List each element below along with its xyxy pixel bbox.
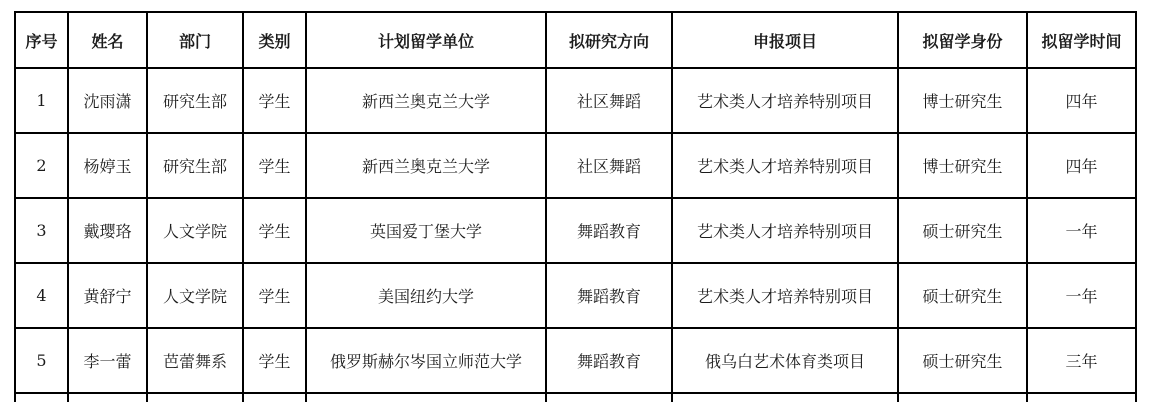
- cell-status: 博士研究生: [898, 68, 1027, 133]
- cell-name: 沈雨潇: [68, 68, 147, 133]
- cell-duration: 四年: [1027, 68, 1136, 133]
- cell-index: 4: [15, 263, 68, 328]
- cell-category: 学生: [243, 263, 306, 328]
- cell-index: 5: [15, 328, 68, 393]
- cell-department: 研究生部: [147, 133, 243, 198]
- column-header-index: 序号: [15, 12, 68, 68]
- header-row: [15, 12, 1136, 68]
- cell-department: 人文学院: [147, 198, 243, 263]
- cell-institution: 新西兰奥克兰大学: [306, 68, 546, 133]
- cell-institution: 美国纽约大学: [306, 263, 546, 328]
- study-abroad-table: [14, 11, 1137, 402]
- cell-status: 博士研究生: [898, 133, 1027, 198]
- cell-project: 艺术类人才培养特别项目: [672, 198, 898, 263]
- cell-index: 3: [15, 198, 68, 263]
- cell-index: 1: [15, 68, 68, 133]
- cell-duration: 四年: [1027, 133, 1136, 198]
- cell-institution: 英国爱丁堡大学: [306, 198, 546, 263]
- cell-category: 学生: [243, 328, 306, 393]
- cell-research-direction: 舞蹈教育: [546, 263, 672, 328]
- cell-name: 戴璎珞: [68, 198, 147, 263]
- column-header-duration: 拟留学时间: [1027, 12, 1136, 68]
- cell-duration: 三年: [1027, 328, 1136, 393]
- cell-department: 研究生部: [147, 68, 243, 133]
- cell-status: 硕士研究生: [898, 328, 1027, 393]
- cell-index: 2: [15, 133, 68, 198]
- cell-project: 艺术类人才培养特别项目: [672, 133, 898, 198]
- cell-category: 学生: [243, 68, 306, 133]
- cell-project: 艺术类人才培养特别项目: [672, 263, 898, 328]
- cell-name: 杨婷玉: [68, 133, 147, 198]
- column-header-institution: 计划留学单位: [306, 12, 546, 68]
- table-row-partial: [15, 393, 1136, 402]
- cell-duration: 一年: [1027, 198, 1136, 263]
- table-row: [15, 133, 1136, 198]
- table-row: [15, 263, 1136, 328]
- column-header-project: 申报项目: [672, 12, 898, 68]
- column-header-research-direction: 拟研究方向: [546, 12, 672, 68]
- column-header-category: 类别: [243, 12, 306, 68]
- cell-department: 人文学院: [147, 263, 243, 328]
- cell-project: 艺术类人才培养特别项目: [672, 68, 898, 133]
- table-row: [15, 328, 1136, 393]
- cell-research-direction: 舞蹈教育: [546, 198, 672, 263]
- table-row: [15, 68, 1136, 133]
- cell-status: 硕士研究生: [898, 198, 1027, 263]
- cell-name: 李一蕾: [68, 328, 147, 393]
- table-row: [15, 198, 1136, 263]
- cell-name: 黄舒宁: [68, 263, 147, 328]
- cell-duration: 一年: [1027, 263, 1136, 328]
- column-header-department: 部门: [147, 12, 243, 68]
- cell-category: 学生: [243, 198, 306, 263]
- cell-research-direction: 舞蹈教育: [546, 328, 672, 393]
- cell-status: 硕士研究生: [898, 263, 1027, 328]
- cell-category: 学生: [243, 133, 306, 198]
- column-header-status: 拟留学身份: [898, 12, 1027, 68]
- cell-research-direction: 社区舞蹈: [546, 133, 672, 198]
- cell-institution: 俄罗斯赫尔岑国立师范大学: [306, 328, 546, 393]
- cell-department: 芭蕾舞系: [147, 328, 243, 393]
- column-header-name: 姓名: [68, 12, 147, 68]
- cell-project: 俄乌白艺术体育类项目: [672, 328, 898, 393]
- cell-institution: 新西兰奥克兰大学: [306, 133, 546, 198]
- study-abroad-table-container: [14, 11, 1140, 402]
- cell-research-direction: 社区舞蹈: [546, 68, 672, 133]
